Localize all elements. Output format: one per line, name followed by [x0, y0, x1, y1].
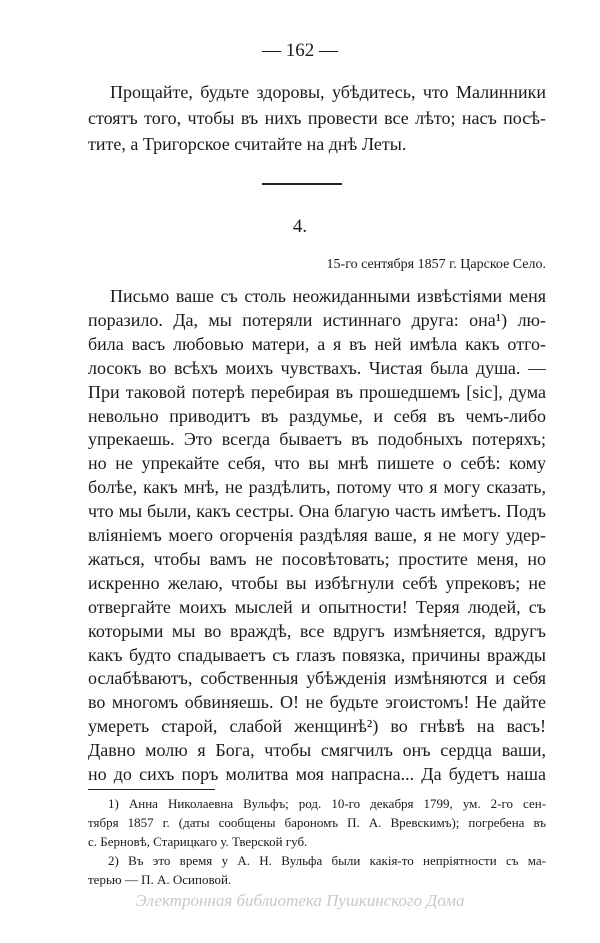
- text-line: вліяніемъ моего огорченія раздѣляя ваше, я не могу удер-: [88, 525, 546, 545]
- footnote-divider: [88, 789, 215, 790]
- text-line: Давно молю я Бога, чтобы смягчилъ онъ сердца ваши,: [88, 740, 546, 761]
- text-line: невольно приводитъ въ раздумье, и себя въ чемъ-либо: [88, 405, 546, 426]
- text-line: которыми мы во враждѣ, все вдругъ измѣняется, вдругъ: [88, 620, 546, 641]
- text-line: но до сихъ поръ молитва моя напрасна... Да будетъ наша: [88, 764, 546, 784]
- text-line: умереть старой, слабой женщинѣ²) во гнѣвѣ на васъ!: [88, 716, 546, 737]
- text-line: тите, а Тригорское считайте на днѣ Леты.: [88, 134, 407, 154]
- text-line: При таковой потерѣ перебирая въ прошедшемъ [sic], дума: [88, 381, 546, 402]
- text-line: ослабѣваютъ, собственныя убѣжденія измѣняются и себя: [88, 668, 546, 689]
- text-line: стоятъ того, чтобы въ нихъ провести все лѣто; насъ посѣ-: [88, 108, 546, 128]
- footnote-line: тября 1857 г. (даты сообщены барономъ П. А. Вревскимъ); погребена въ: [88, 815, 546, 830]
- text-line: упрекаешь. Это всегда бываетъ въ подобныхъ потеряхъ;: [88, 429, 546, 450]
- footnote-line: 1) Анна Николаевна Вульфъ; род. 10-го декабря 1799, ум. 2-го сен-: [108, 796, 546, 811]
- text-line: какъ будто спадываетъ съ глазъ повязка, причины вражды: [88, 644, 546, 665]
- text-line: жаться, чтобы вамъ не посовѣтовать; простите меня, но: [88, 548, 546, 569]
- text-line: Прощайте, будьте здоровы, убѣдитесь, что Малинники: [110, 82, 546, 102]
- page-number: — 162 —: [262, 40, 338, 61]
- library-watermark: Электронная библиотека Пушкинского Дома: [135, 891, 465, 910]
- section-number: 4.: [292, 216, 308, 237]
- footnote-line: с. Берновѣ, Старицкаго у. Тверской губ.: [88, 834, 308, 849]
- text-line: поразило. Да, мы потеряли истиннаго друга: она¹) лю-: [88, 309, 546, 330]
- text-line: лосокъ во всѣхъ моихъ чувствахъ. Чистая была душа. —: [88, 357, 546, 378]
- text-line: болѣе, какъ мнѣ, не раздѣлить, потому что я могу сказать,: [88, 477, 546, 498]
- text-line: но не упрекайте себя, что вы мнѣ пишете о себѣ: кому: [88, 453, 546, 474]
- text-line: что мы были, какъ сестры. Она благую часть имѣетъ. Подъ: [88, 501, 546, 522]
- footnote-line: терью — П. А. Осиповой.: [88, 872, 232, 887]
- text-line: Письмо ваше съ столь неожиданными извѣстіями меня: [110, 286, 546, 306]
- letter-date: 15-го сентября 1857 г. Царское Село.: [326, 257, 546, 272]
- text-line: отвергайте моихъ мыслей и опытности! Теряя людей, съ: [88, 596, 546, 617]
- text-line: во многомъ обвиняешь. О! не будьте эгоистомъ! Не дайте: [88, 692, 546, 713]
- text-line: искренно желаю, чтобы вы избѣгнули себѣ упрековъ; не: [88, 572, 546, 593]
- section-divider: [262, 183, 342, 185]
- text-line: била васъ любовью матери, а я въ ней имѣла какъ отго-: [88, 333, 546, 354]
- footnote-line: 2) Въ это время у А. Н. Вульфа были какія-то непріятности съ ма-: [108, 853, 546, 868]
